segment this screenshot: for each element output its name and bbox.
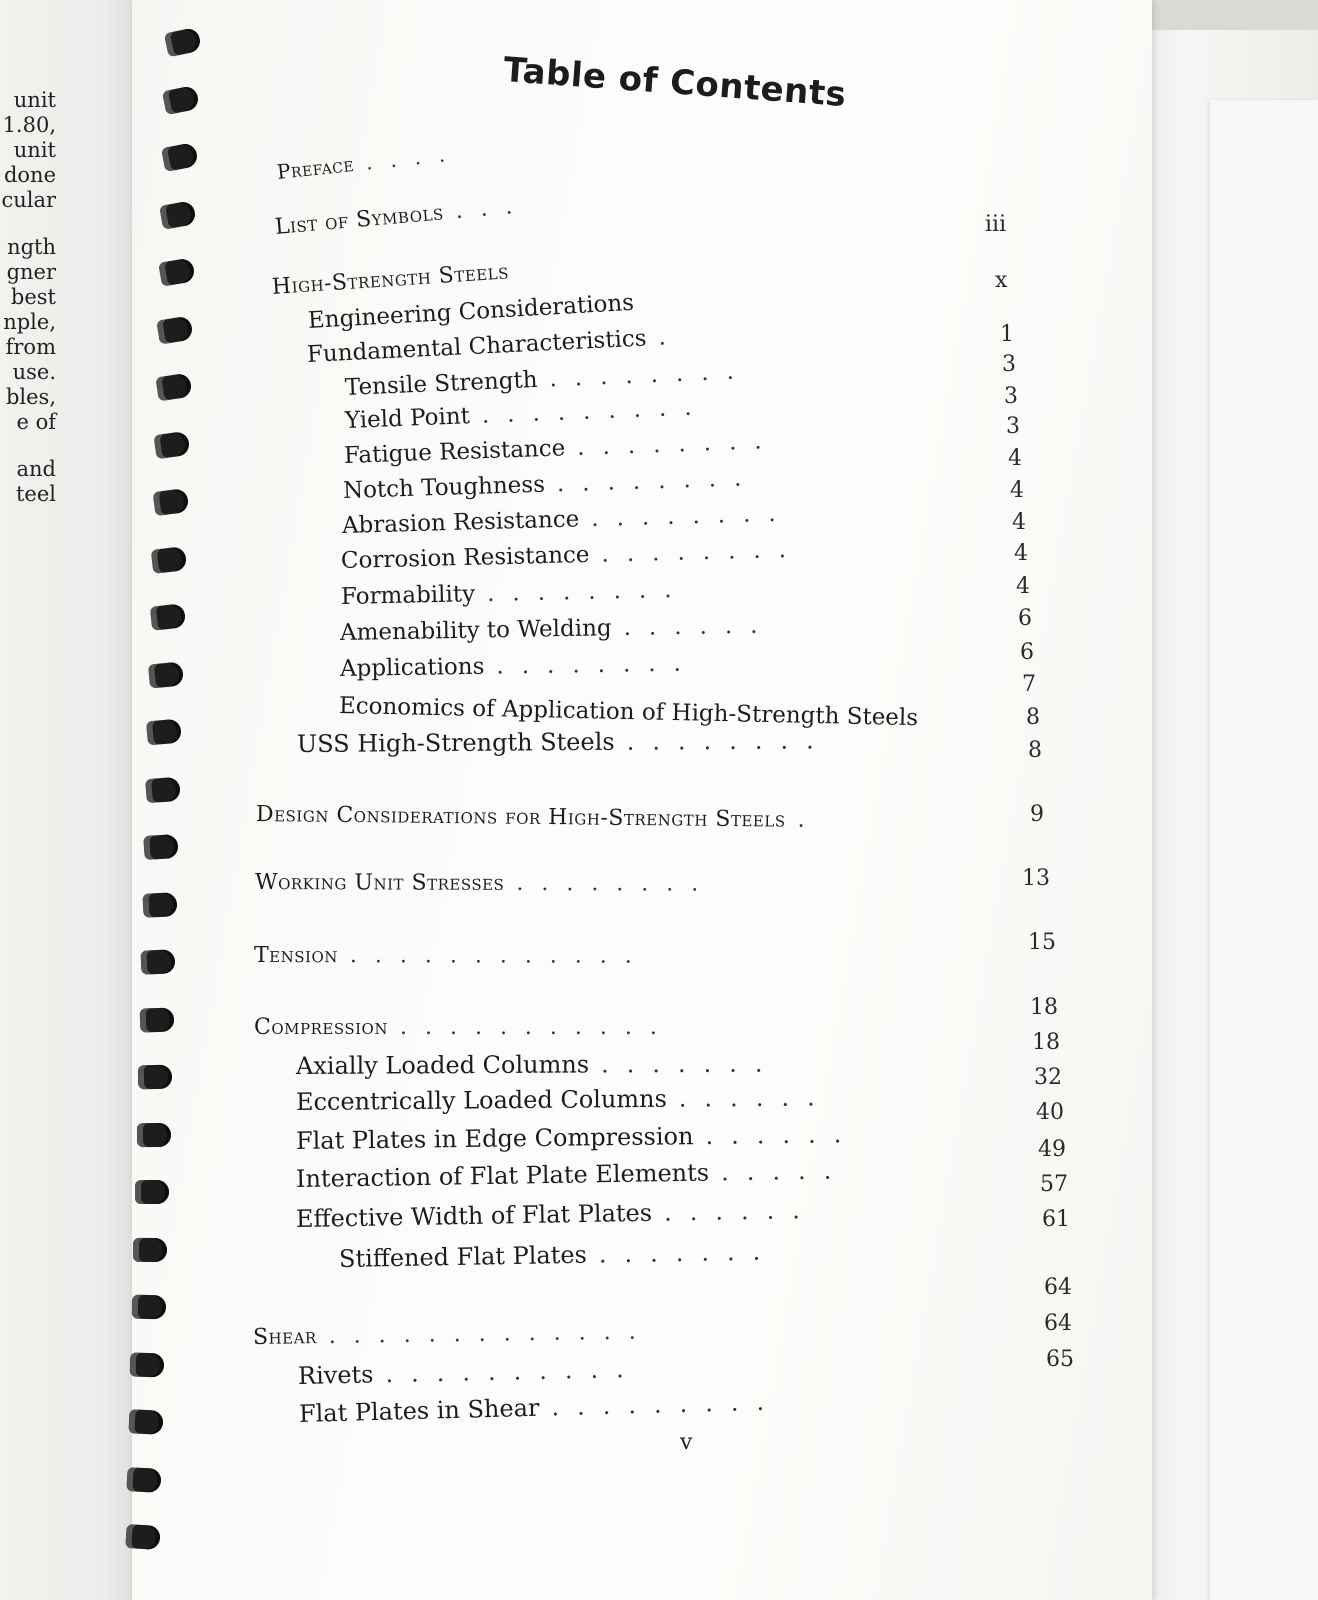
toc-page-number: 9 (1030, 802, 1044, 827)
left-page-line: unit (13, 88, 56, 112)
toc-entry (254, 943, 650, 969)
toc-page-number: 7 (1022, 672, 1036, 697)
toc-entry (341, 577, 690, 610)
toc-page-number: 3 (1004, 384, 1018, 409)
toc-title: Table of Contents (502, 50, 848, 116)
toc-page-number: iii (985, 212, 1007, 237)
dot-leader: ........ (626, 726, 832, 756)
toc-entry-label: Economics of Application of High-Strength Steels (338, 693, 919, 732)
toc-page-number: 18 (1032, 1030, 1060, 1055)
left-page-line: 1.80, (2, 113, 56, 137)
toc-entry (344, 428, 780, 469)
dot-leader: ....... (601, 1049, 781, 1079)
toc-page-number: 13 (1022, 866, 1050, 891)
toc-page-number: 3 (1006, 414, 1020, 439)
dot-leader: .... (364, 140, 464, 175)
toc-page-number: 8 (1026, 705, 1040, 730)
toc-entry-label: Corrosion Resistance (340, 541, 590, 574)
toc-entry (296, 1120, 860, 1155)
toc-entry-label: Interaction of Flat Plate Elements (295, 1158, 710, 1193)
toc-entry (253, 1319, 654, 1350)
toc-entry-label: Rivets (297, 1360, 374, 1390)
toc-entry-label: Tension (253, 943, 338, 969)
dot-leader: . (657, 323, 685, 351)
toc-entry-label: Formability (340, 581, 476, 610)
toc-page-number: 4 (1012, 510, 1026, 535)
toc-entry-label: Effective Width of Flat Plates (295, 1198, 653, 1233)
left-page-line: use. (12, 360, 56, 384)
toc-page-number: 3 (1002, 352, 1016, 377)
toc-entry (342, 500, 794, 539)
toc-entry (345, 394, 710, 434)
toc-page-number: 65 (1046, 1347, 1074, 1372)
dot-leader: ..... (720, 1156, 850, 1187)
toc-page-number: 61 (1042, 1207, 1070, 1232)
dot-leader: ........ (601, 536, 805, 568)
left-page-line: e of (16, 410, 56, 434)
left-page-line: nple, (3, 310, 56, 334)
left-page-line: from (5, 335, 56, 359)
toc-entry-label: Engineering Considerations (307, 289, 635, 334)
toc-entry-label: Flat Plates in Shear (298, 1393, 540, 1428)
toc-page-number: 64 (1044, 1311, 1072, 1336)
toc-entry (339, 1237, 779, 1273)
toc-entry (296, 1083, 833, 1116)
left-page-line: gner (6, 260, 56, 284)
toc-page-number: 15 (1028, 930, 1056, 955)
toc-entry (343, 465, 760, 504)
dot-leader: .......... (385, 1354, 642, 1389)
toc-entry-label: Axially Loaded Columns (295, 1050, 590, 1080)
toc-entry (297, 726, 832, 758)
left-page-line: cular (1, 188, 56, 212)
toc-entry-label: Yield Point (344, 403, 471, 434)
toc-entry (298, 1355, 642, 1390)
dot-leader: . (797, 807, 823, 833)
left-page-line: teel (15, 482, 56, 506)
dot-leader: ........ (496, 650, 700, 680)
left-page-line: bles, (5, 385, 56, 409)
toc-entry-label: Applications (339, 653, 485, 682)
toc-page-number: x (995, 268, 1008, 293)
dot-leader: ...... (623, 612, 776, 642)
dot-leader: ........ (516, 870, 717, 897)
left-page-line: ngth (7, 235, 56, 259)
left-page-line: best (10, 285, 56, 309)
toc-entry (340, 612, 776, 646)
toc-entry (274, 193, 531, 240)
page-number-footer: v (680, 1430, 693, 1455)
toc-entry-label: Eccentrically Loaded Columns (295, 1084, 667, 1116)
toc-entry-label: Design Considerations for High-Strength Steels (255, 802, 786, 833)
dot-leader: ... (454, 192, 532, 225)
toc-page-number: 40 (1036, 1100, 1064, 1125)
toc-entry-label: Compression (254, 1015, 388, 1040)
dot-leader: ...... (678, 1083, 833, 1113)
dot-leader: ............. (328, 1319, 654, 1349)
toc-entry-label: Fundamental Characteristics (306, 325, 648, 368)
toc-entry-label: USS High-Strength Steels (296, 727, 615, 758)
toc-entry-label: Working Unit Stresses (254, 870, 505, 896)
dot-leader: ........... (399, 1015, 675, 1040)
toc-page-number: 8 (1028, 738, 1042, 763)
toc-entry (340, 650, 699, 682)
toc-page-number: 6 (1018, 606, 1032, 631)
toc-page-number: 1 (1000, 322, 1014, 347)
toc-page-number: 4 (1016, 574, 1030, 599)
toc-page-number: 4 (1010, 478, 1024, 503)
toc-entry (256, 802, 823, 833)
dot-leader: ........ (590, 500, 795, 533)
left-page-line: unit (13, 138, 56, 162)
dot-leader: ........ (486, 576, 690, 607)
dot-leader: ........ (576, 427, 781, 461)
dot-leader: ....... (598, 1237, 779, 1269)
toc-entry-label: Preface (275, 151, 356, 184)
toc-entry (276, 141, 464, 184)
toc-page-number: 49 (1038, 1137, 1066, 1162)
toc-page-number: 6 (1020, 640, 1034, 665)
dot-leader: ...... (705, 1120, 860, 1150)
dot-leader: ......... (481, 394, 710, 429)
toc-entry (255, 870, 716, 897)
toc-page-number: 32 (1034, 1065, 1062, 1090)
toc-entry-label: Stiffened Flat Plates (338, 1240, 588, 1273)
left-page-line: done (3, 163, 56, 187)
toc-entry-label: Fatigue Resistance (343, 435, 566, 469)
toc-entry-label: Abrasion Resistance (341, 506, 580, 539)
toc-entry-label: Shear (252, 1324, 317, 1350)
toc-entry-label: Notch Toughness (342, 471, 546, 504)
toc-entry-label: High-Strength Steels (271, 259, 510, 300)
dot-leader: ........ (548, 357, 753, 393)
toc-page-number: 57 (1040, 1172, 1068, 1197)
toc-entry (299, 1387, 783, 1428)
toc-entry (296, 1049, 781, 1080)
toc-entry-label: List of Symbols (273, 200, 445, 240)
toc-entry (271, 259, 509, 300)
toc-page-number: 4 (1008, 446, 1022, 471)
dot-leader: ...... (663, 1195, 819, 1227)
toc-entry (341, 537, 805, 574)
left-page-line: and (16, 457, 56, 481)
toc-entry-label: Amenability to Welding (339, 615, 612, 646)
toc-entry (296, 1156, 850, 1193)
toc-entry (254, 1015, 675, 1040)
dot-leader: ......... (551, 1387, 783, 1422)
toc-entry-label: Flat Plates in Edge Compression (295, 1122, 694, 1155)
toc-page-number: 18 (1030, 995, 1058, 1020)
toc-page-number: 64 (1044, 1275, 1072, 1300)
toc-entry (296, 1196, 818, 1233)
dot-leader: ............ (349, 943, 650, 969)
toc-entry-label: Tensile Strength (344, 366, 539, 401)
dot-leader: ........ (556, 464, 760, 498)
toc-page-number: 4 (1014, 541, 1028, 566)
